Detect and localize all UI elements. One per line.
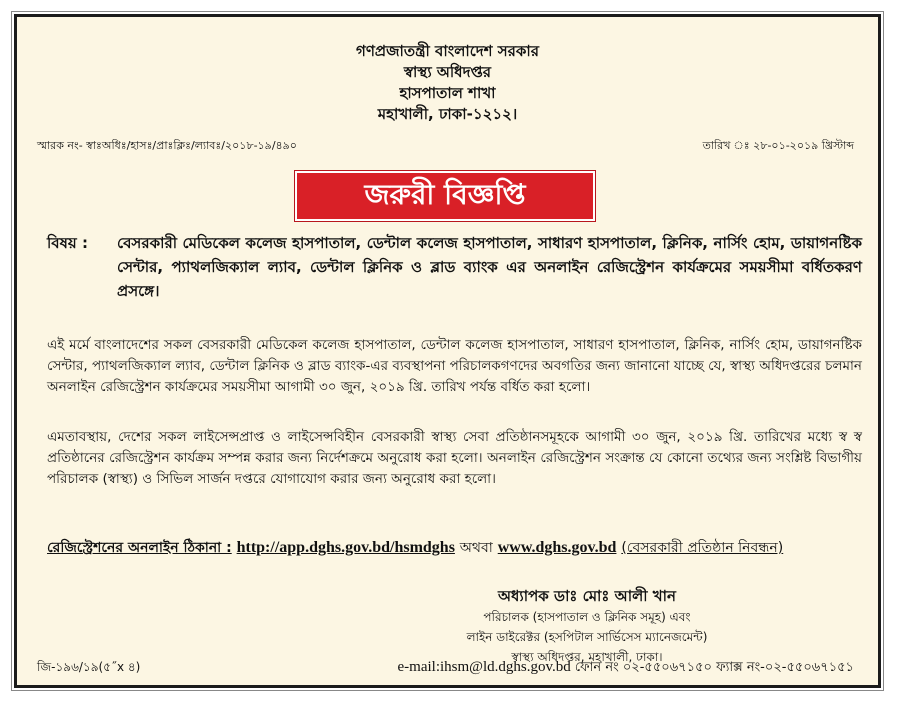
notice-title: জরুরী বিজ্ঞপ্তি xyxy=(364,177,526,211)
or-text: অথবা xyxy=(459,540,493,556)
header xyxy=(17,41,878,125)
contact-email[interactable]: e-mail:ihsm@ld.dghs.gov.bd xyxy=(397,659,571,675)
signatory-designation-2: লাইন ডাইরেক্টর (হসপিটাল সার্ভিসেস ম্যানেজমেন্ট) xyxy=(466,630,708,644)
branch-title: হাসপাতাল শাখা xyxy=(399,84,496,102)
signatory-office: স্বাস্থ্য অধিদপ্তর, মহাখালী, ঢাকা। xyxy=(511,650,663,664)
notice-date: তারিখ ঃ ২৮-০১-২০১৯ খ্রিস্টাব্দ xyxy=(702,139,854,152)
online-address xyxy=(47,537,862,559)
print-code: জি-১৯৬/১৯(৫˝x ৪) xyxy=(37,660,141,674)
office-address: মহাখালী, ঢাকা-১২১২। xyxy=(377,105,518,123)
online-address-label: রেজিস্ট্রেশনের অনলাইন ঠিকানা : xyxy=(47,540,232,556)
subject-label: বিষয় : xyxy=(47,234,88,252)
government-title: গণপ্রজাতন্ত্রী বাংলাদেশ সরকার xyxy=(356,42,539,60)
department-title: স্বাস্থ্য অধিদপ্তর xyxy=(403,63,492,81)
registration-link-1[interactable]: http://app.dghs.gov.bd/hsmdghs xyxy=(236,539,455,556)
paragraph-2: এমতাবস্থায়, দেশের সকল লাইসেন্সপ্রাপ্ত ও লাইসেন্সবিহীন বেসরকারী স্বাস্থ্য সেবা প্রতিষ্ঠানসমূহকে আগামী ৩০ জুন, ২০১৯ খ্রি. তারিখের মধ্যে স্ব স্ব প্রতিষ্ঠানের রেজিস্ট্রেশন কার্যক্রম সম্পন্ন করার জন্য নির্দেশক্রমে অনুরোধ করা হলো। অনলাইন রেজিস্ট্রেশন সংক্রান্ত যে কোনো তথ্যের জন্য সংশ্লিষ্ট বিভাগীয় পরিচালক (স্বাস্থ্য) ও সিভিল সার্জন দপ্তরে যোগাযোগ করার জন্য অনুরোধ করা হলো। xyxy=(47,429,862,487)
signatory-designation-1: পরিচালক (হাসপাতাল ও ক্লিনিক সমূহ) এবং xyxy=(483,610,691,624)
subject-text: বেসরকারী মেডিকেল কলেজ হাসপাতাল, ডেন্টাল কলেজ হাসপাতাল, সাধারণ হাসপাতাল, ক্লিনিক, নার্সিং হোম, ডায়াগনষ্টিক সেন্টার, প্যাথলজিক্যাল ল্যাব, ডেন্টাল ক্লিনিক ও ব্লাড ব্যাংক এর অনলাইন রেজিস্ট্রেশন কার্যক্রমের সময়সীমা বর্ধিতকরণ প্রসঙ্গে। xyxy=(117,234,862,300)
contact-phone-fax: ফোন নং ০২-৫৫০৬৭১৫০ ফ্যাক্স নং-০২-৫৫০৬৭১৫১ xyxy=(574,660,854,675)
signature-block xyxy=(417,585,757,667)
signatory-name: অধ্যাপক ডাঃ মোঃ আলী খান xyxy=(498,587,676,605)
registration-link-2[interactable]: www.dghs.gov.bd xyxy=(497,539,617,556)
contact-line xyxy=(398,658,855,679)
urgent-notice-banner xyxy=(295,171,595,221)
registration-suffix: (বেসরকারী প্রতিষ্ঠান নিবন্ধন) xyxy=(621,540,784,556)
subject-block xyxy=(47,231,862,303)
paragraph-1: এই মর্মে বাংলাদেশের সকল বেসরকারী মেডিকেল কলেজ হাসপাতাল, ডেন্টাল কলেজ হাসপাতাল, সাধারণ হাসপাতাল, ক্লিনিক, নার্সিং হোম, ডায়াগনষ্টিক সেন্টার, প্যাথলজিক্যাল ল্যাব, ডেন্টাল ক্লিনিক ও ব্লাড ব্যাংক-এর ব্যবস্থাপনা পরিচালকগণদের অবগতির জন্য জানানো যাচ্ছে যে, স্বাস্থ্য অধিদপ্তরের চলমান অনলাইন রেজিস্ট্রেশন কার্যক্রমের সময়সীমা আগামী ৩০ জুন, ২০১৯ খ্রি. তারিখ পর্যন্ত বর্ধিত করা হলো। xyxy=(47,337,862,395)
notice-document xyxy=(14,14,881,688)
memo-number: স্মারক নং- স্বাঃঅধিঃ/হাসঃ/প্রাঃক্লিঃ/ল্যাবঃ/২০১৮-১৯/৪৯০ xyxy=(37,139,297,152)
